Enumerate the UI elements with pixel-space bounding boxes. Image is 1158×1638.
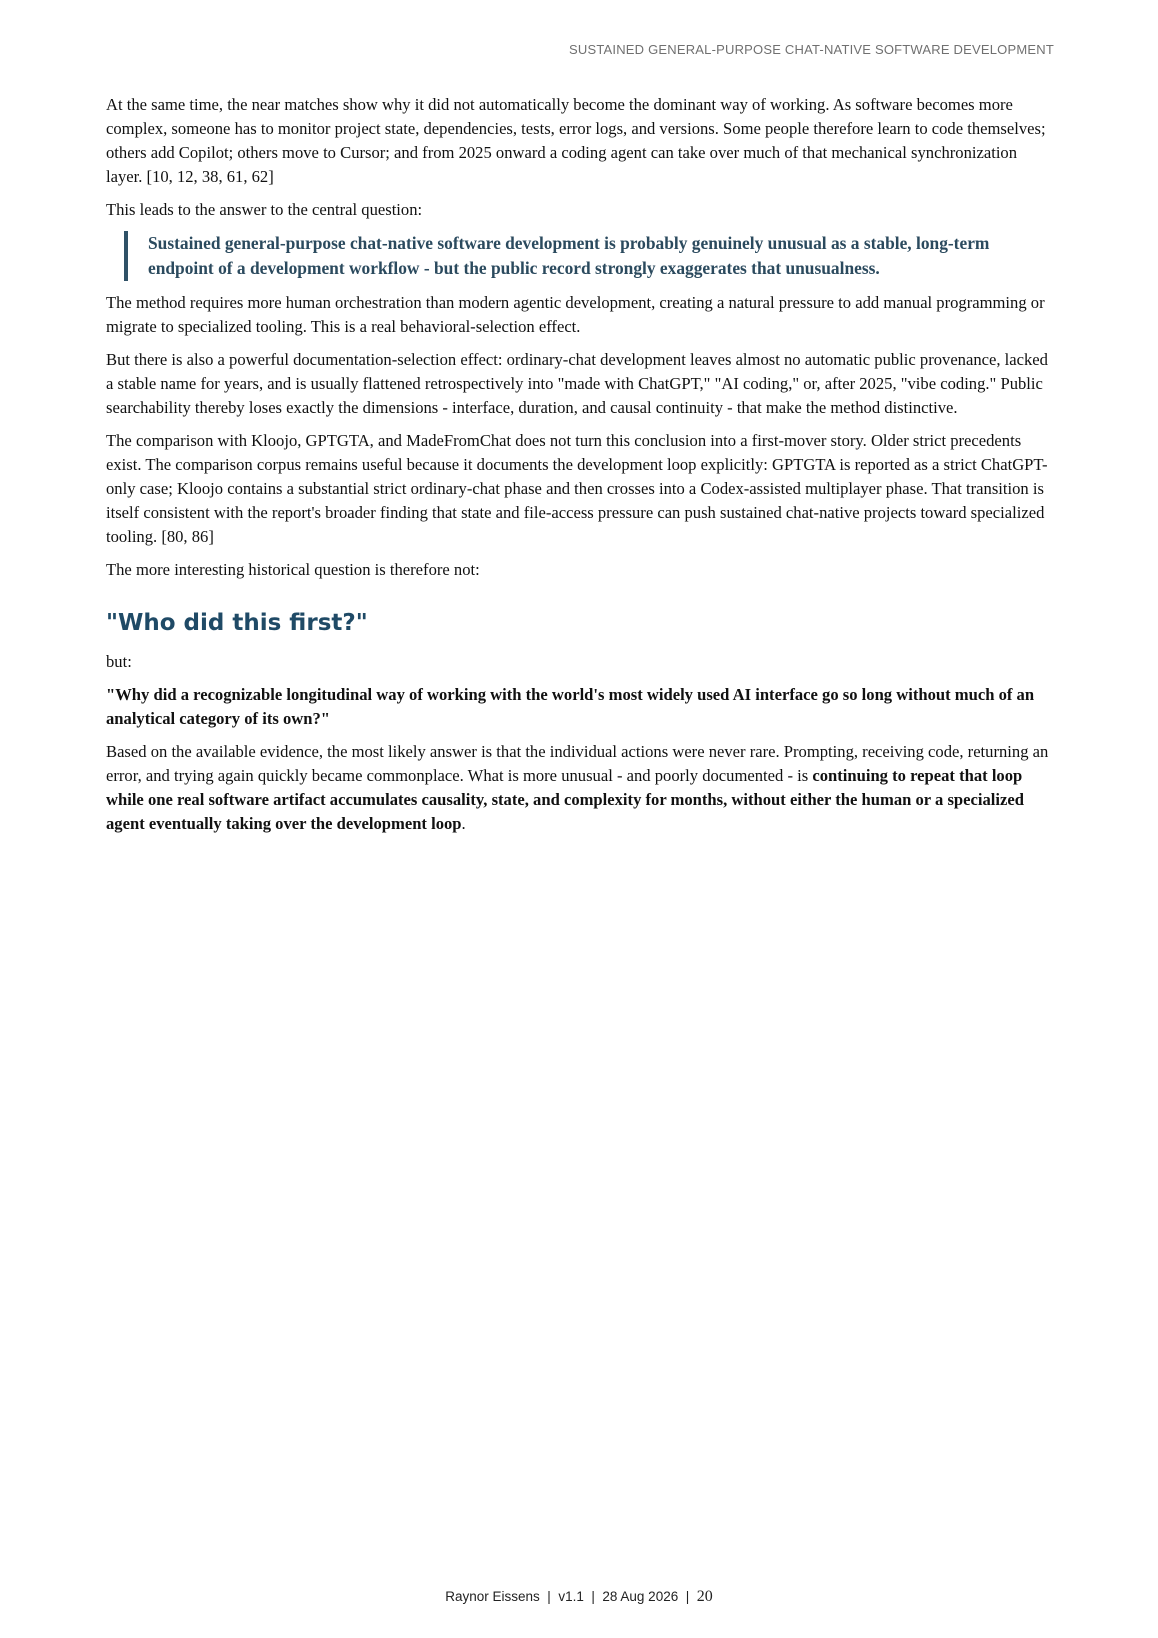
key-question: "Why did a recognizable longitudinal way of working with the world's most widely used AI interface go so long without much of an analytical category of its own?"	[106, 685, 1035, 728]
section-heading: "Who did this first?"	[106, 610, 368, 636]
body-paragraph: But there is also a powerful documentation-selection effect: ordinary-chat development leaves almost no automatic public provenance, lacked a stable name for years, and is usually flattened retrospectively into "made with ChatGPT," "AI coding," or, after 2025, "vibe coding." Public searchability thereby loses exactly the dimensions - interface, duration, and causal continuity - that make the method distinctive.	[106, 350, 1048, 417]
page-number: 20	[696, 1588, 713, 1605]
callout-quote: Sustained general-purpose chat-native software development is probably genuinely unusual as a stable, long-term endpoint of a development workflow - but the public record strongly exaggerates that unusualness.	[124, 231, 1056, 281]
body-paragraph: At the same time, the near matches show why it did not automatically become the dominant way of working. As software becomes more complex, someone has to monitor project state, dependencies, tests, error logs, and versions. Some people therefore learn to code themselves; others add Copilot; others move to Cursor; and from 2025 onward a coding agent can take over much of that mechanical synchronization layer. [10, 12, 38, 61, 62]	[106, 95, 1046, 186]
footer-separator: |	[547, 1589, 551, 1604]
conclusion-lead: Based on the available evidence, the most likely answer is that the individual actions were never rare. Prompting, receiving code, returning an error, and trying again quickly became commonplace. What is more unusual - and poorly documented - is	[106, 742, 1049, 785]
body-paragraph: The more interesting historical question is therefore not:	[106, 560, 480, 579]
running-header: SUSTAINED GENERAL-PURPOSE CHAT-NATIVE SOFTWARE DEVELOPMENT	[569, 42, 1054, 57]
page-footer	[0, 1588, 1158, 1606]
conclusion-emphasis: continuing to repeat that loop while one real software artifact accumulates causality, state, and complexity for months, without either the human or a specialized agent eventually taking over the development loop	[106, 766, 1024, 833]
footer-separator: |	[685, 1589, 690, 1604]
body-paragraph: The method requires more human orchestration than modern agentic development, creating a natural pressure to add manual programming or migrate to specialized tooling. This is a real behavioral-selection effect.	[106, 293, 1045, 336]
conclusion-paragraph	[106, 740, 1056, 836]
body-paragraph: The comparison with Kloojo, GPTGTA, and MadeFromChat does not turn this conclusion into a first-mover story. Older strict precedents exist. The comparison corpus remains useful because it documents the development loop explicitly: GPTGTA is reported as a strict ChatGPT-only case; Kloojo contains a substantial strict ordinary-chat phase and then crosses into a Codex-assisted multiplayer phase. That transition is itself consistent with the report's broader finding that state and file-access pressure can push sustained chat-native projects toward specialized tooling. [80, 86]	[106, 431, 1048, 546]
body-paragraph: but:	[106, 652, 132, 671]
footer-author: Raynor Eissens	[445, 1589, 540, 1604]
conclusion-end: .	[461, 814, 466, 833]
footer-version: v1.1	[558, 1589, 584, 1604]
page-body	[106, 93, 1056, 845]
body-paragraph: This leads to the answer to the central question:	[106, 200, 423, 219]
footer-separator: |	[591, 1589, 595, 1604]
footer-date: 28 Aug 2026	[602, 1589, 679, 1604]
